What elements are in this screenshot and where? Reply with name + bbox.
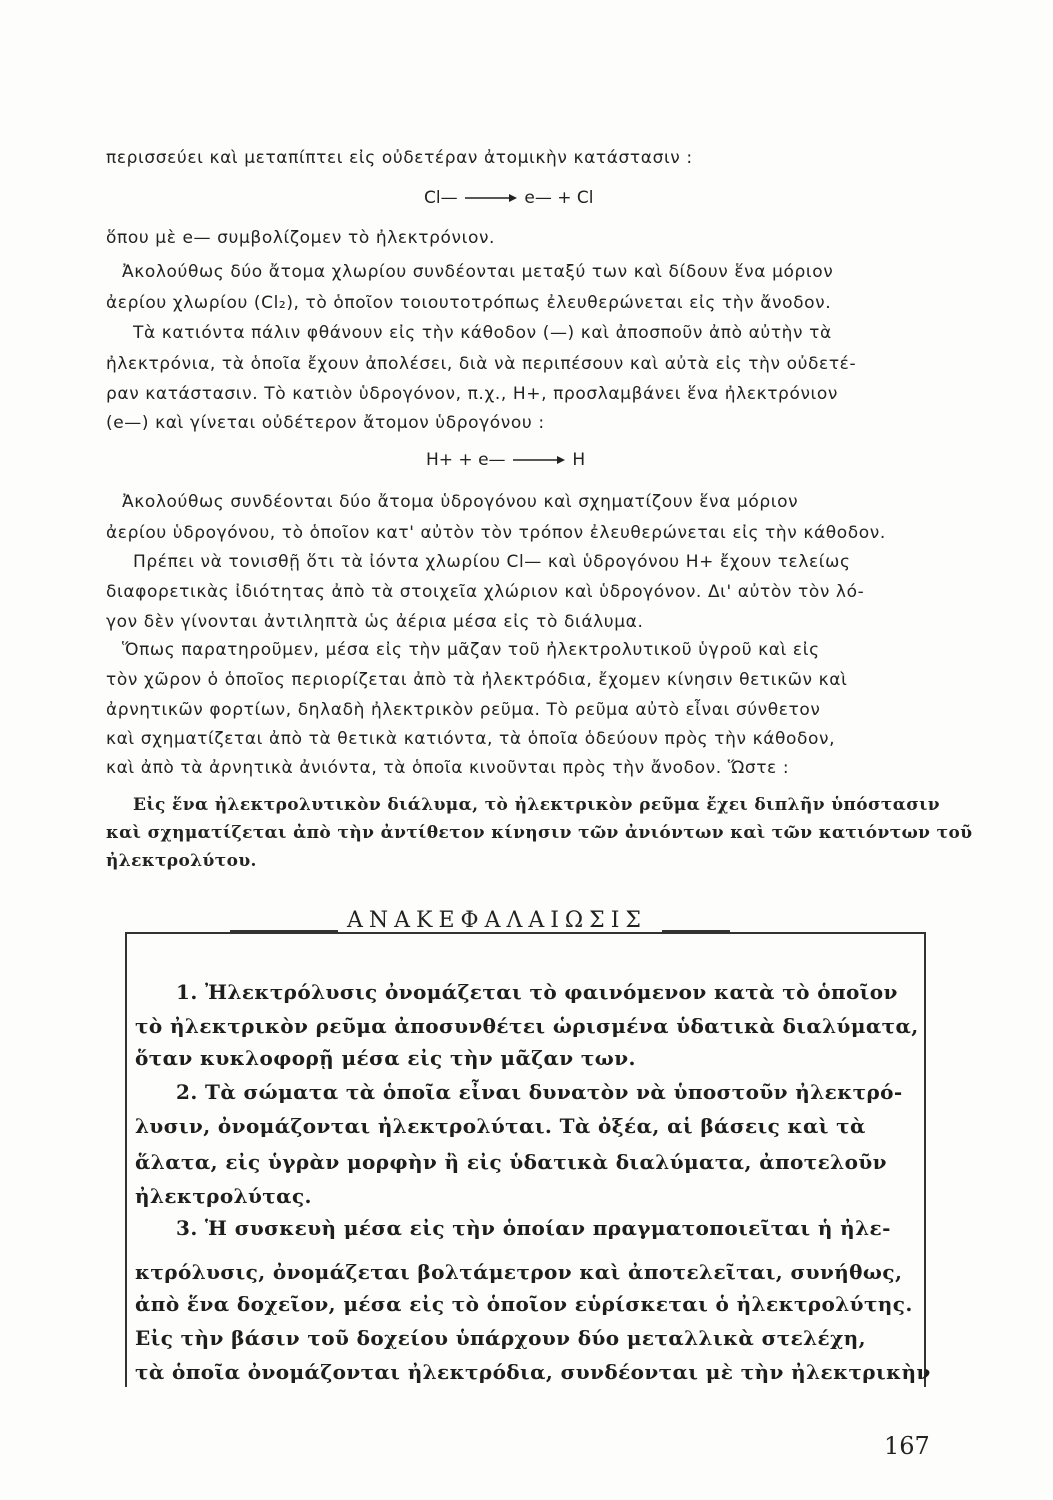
text-line: ραν κατάστασιν. Τὸ κατιὸν ὑδρογόνον, π.χ., H+, προσλαμβάνει ἕνα ἠλεκτρόνιον bbox=[106, 384, 838, 404]
text-line: (e—) καὶ γίνεται οὐδέτερον ἄτομον ὑδρογόνου : bbox=[106, 413, 545, 433]
reaction-arrow-icon bbox=[465, 193, 517, 203]
summary-line: ἠλεκτρολύτας. bbox=[135, 1184, 312, 1208]
summary-line: ὅταν κυκλοφορῇ μέσα εἰς τὴν μᾶζαν των. bbox=[135, 1046, 636, 1070]
equation-left: H+ + e— bbox=[426, 450, 506, 470]
text-line: ἠλεκτρόνια, τὰ ὁποῖα ἔχουν ἀπολέσει, διὰ νὰ περιπέσουν καὶ αὐτὰ εἰς τὴν οὐδετέ- bbox=[106, 354, 857, 374]
text-line: ἀερίου χλωρίου (Cl₂), τὸ ὁποῖον τοιουτοτρόπως ἐλευθερώνεται εἰς τὴν ἄνοδον. bbox=[106, 293, 832, 313]
summary-line: 3. Ἡ συσκευὴ μέσα εἰς τὴν ὁποίαν πραγματοποιεῖται ἡ ἠλε- bbox=[176, 1216, 891, 1240]
summary-heading: ΑΝΑΚΕΦΑΛΑΙΩΣΙΣ bbox=[347, 908, 647, 933]
text-line: Ἀκολούθως δύο ἄτομα χλωρίου συνδέονται μεταξύ των καὶ δίδουν ἕνα μόριον bbox=[122, 262, 834, 282]
text-line: Ἀκολούθως συνδέονται δύο ἄτομα ὑδρογόνου καὶ σχηματίζουν ἕνα μόριον bbox=[122, 492, 799, 512]
equation-left: Cl— bbox=[424, 188, 458, 208]
text-line: καὶ σχηματίζεται ἀπὸ τὰ θετικὰ κατιόντα, τὰ ὁποῖα ὁδεύουν πρὸς τὴν κάθοδον, bbox=[106, 729, 836, 749]
conclusion-line: ἠλεκτρολύτου. bbox=[106, 851, 257, 871]
equation-right: e— + Cl bbox=[524, 188, 594, 208]
text-line: περισσεύει καὶ μεταπίπτει εἰς οὐδετέραν ἀτομικὴν κατάστασιν : bbox=[106, 148, 693, 168]
text-line: γον δὲν γίνονται ἀντιληπτὰ ὡς ἀέρια μέσα εἰς τὸ διάλυμα. bbox=[106, 612, 644, 632]
text-line: Τὰ κατιόντα πάλιν φθάνουν εἰς τὴν κάθοδον (—) καὶ ἀποσποῦν ἀπὸ αὐτὴν τὰ bbox=[133, 323, 832, 343]
text-line: ὅπου μὲ e— συμβολίζομεν τὸ ἠλεκτρόνιον. bbox=[106, 228, 496, 248]
equation-right: H bbox=[572, 450, 586, 470]
text-line: Πρέπει νὰ τονισθῇ ὅτι τὰ ἰόντα χλωρίου Cl— καὶ ὑδρογόνου H+ ἔχουν τελείως bbox=[133, 552, 851, 572]
summary-line: 2. Τὰ σώματα τὰ ὁποῖα εἶναι δυνατὸν νὰ ὑποστοῦν ἠλεκτρό- bbox=[176, 1080, 903, 1104]
summary-line: κτρόλυσις, ὀνομάζεται βολτάμετρον καὶ ἀποτελεῖται, συνήθως, bbox=[135, 1260, 903, 1284]
page-number: 167 bbox=[884, 1432, 930, 1460]
text-line: καὶ ἀπὸ τὰ ἀρνητικὰ ἀνιόντα, τὰ ὁποῖα κινοῦνται πρὸς τὴν ἄνοδον. Ὥστε : bbox=[106, 758, 790, 778]
summary-line: τὸ ἠλεκτρικὸν ρεῦμα ἀποσυνθέτει ὡρισμένα ὑδατικὰ διαλύματα, bbox=[135, 1014, 919, 1038]
summary-line: Εἰς τὴν βάσιν τοῦ δοχείου ὑπάρχουν δύο μεταλλικὰ στελέχη, bbox=[135, 1326, 866, 1350]
text-line: Ὅπως παρατηροῦμεν, μέσα εἰς τὴν μᾶζαν τοῦ ἠλεκτρολυτικοῦ ὑγροῦ καὶ εἰς bbox=[122, 640, 820, 660]
reaction-arrow-icon bbox=[513, 455, 565, 465]
summary-line: τὰ ὁποῖα ὀνομάζονται ἠλεκτρόδια, συνδέονται μὲ τὴν ἠλεκτρικὴν bbox=[135, 1360, 931, 1384]
equation-chlorine bbox=[424, 188, 594, 208]
equation-hydrogen bbox=[426, 450, 585, 470]
text-line: ἀρνητικῶν φορτίων, δηλαδὴ ἠλεκτρικὸν ρεῦμα. Τὸ ρεῦμα αὐτὸ εἶναι σύνθετον bbox=[106, 700, 821, 720]
summary-line: λυσιν, ὀνομάζονται ἠλεκτρολύται. Τὰ ὀξέα, αἱ βάσεις καὶ τὰ bbox=[135, 1114, 866, 1138]
summary-line: ἅλατα, εἰς ὑγρὰν μορφὴν ἢ εἰς ὑδατικὰ διαλύματα, ἀποτελοῦν bbox=[135, 1150, 887, 1174]
conclusion-line: καὶ σχηματίζεται ἀπὸ τὴν ἀντίθετον κίνησιν τῶν ἀνιόντων καὶ τῶν κατιόντων τοῦ bbox=[106, 823, 973, 843]
text-line: ἀερίου ὑδρογόνου, τὸ ὁποῖον κατ' αὐτὸν τὸν τρόπον ἐλευθερώνεται εἰς τὴν κάθοδον. bbox=[106, 523, 886, 543]
summary-line: 1. Ἠλεκτρόλυσις ὀνομάζεται τὸ φαινόμενον κατὰ τὸ ὁποῖον bbox=[176, 980, 898, 1004]
text-line: τὸν χῶρον ὁ ὁποῖος περιορίζεται ἀπὸ τὰ ἠλεκτρόδια, ἔχομεν κίνησιν θετικῶν καὶ bbox=[106, 670, 848, 690]
conclusion-line: Εἰς ἕνα ἠλεκτρολυτικὸν διάλυμα, τὸ ἠλεκτρικὸν ρεῦμα ἔχει διπλῆν ὑπόστασιν bbox=[133, 795, 940, 815]
summary-line: ἀπὸ ἕνα δοχεῖον, μέσα εἰς τὸ ὁποῖον εὑρίσκεται ὁ ἠλεκτρολύτης. bbox=[135, 1292, 913, 1316]
text-line: διαφορετικὰς ἰδιότητας ἀπὸ τὰ στοιχεῖα χλώριον καὶ ὑδρογόνον. Δι' αὐτὸν τὸν λό- bbox=[106, 582, 865, 602]
